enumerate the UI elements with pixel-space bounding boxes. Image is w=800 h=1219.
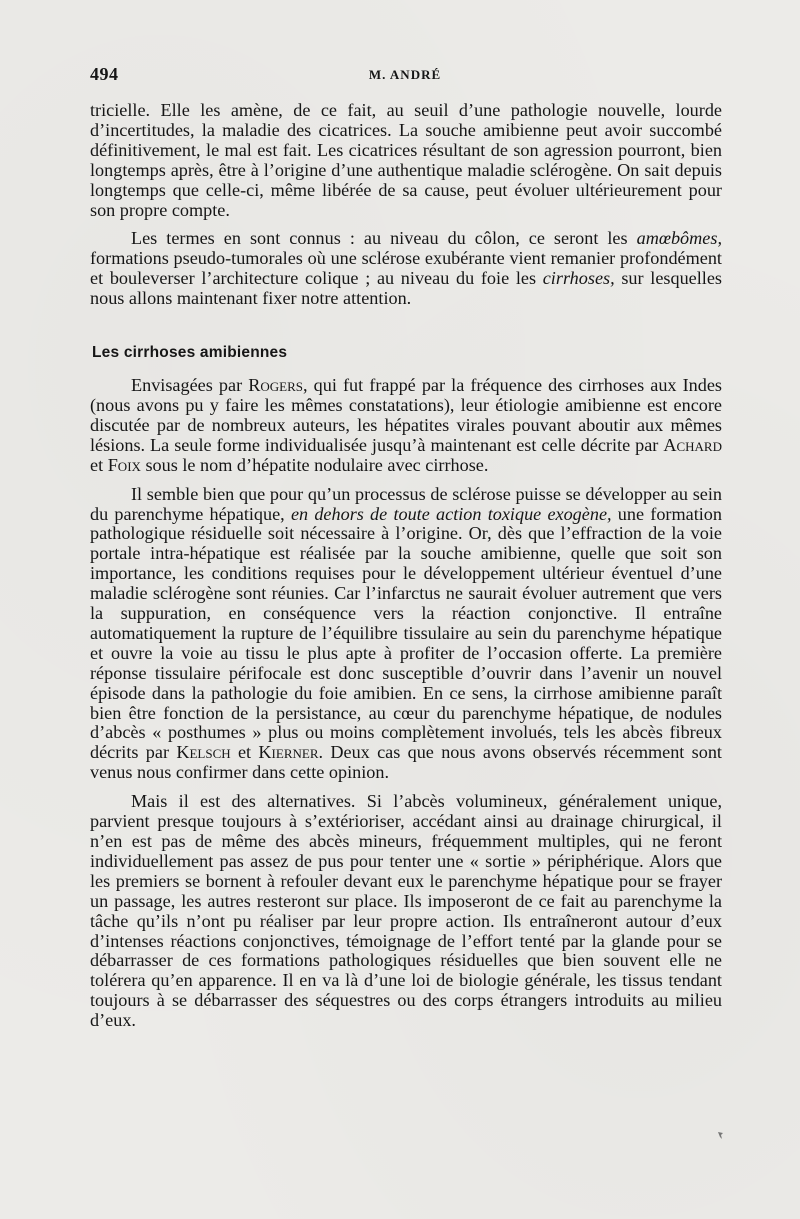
p4-text-g: . Deux cas que nous avons observés récemment sont venus nous confirmer dans cette opinion. [90,742,722,783]
paragraph-1: tricielle. Elle les amène, de ce fait, au seuil d’une pathologie nouvelle, lourde d’incertitudes, la maladie des cicatrices. La souche amibienne peut avoir succombé définitivement, le mal est fait. Les cicatrices résultant de son agression pourront, bien longtemps après, être à l’origine d’une authentique maladie sclérogène. On sait depuis longtemps que celle-ci, même libérée de sa cause, peut évoluer ultérieurement pour son propre compte. [90,100,722,220]
body-text [90,101,722,1031]
p3-text-e: et [90,454,108,475]
p3-author-foix: Foix [107,454,141,475]
p4-text-e: et [230,742,259,763]
p3-text-g: sous le nom d’hépatite nodulaire avec cirrhose. [140,454,489,475]
running-head [90,64,720,90]
p4-author-kierner: Kierner [258,742,319,763]
p2-text-c: formations pseudo-tumorales où une sclérose exubérante vient remanier profondément et bouleverser l’architecture colique ; au niveau du foie les [90,248,722,289]
p3-author-achard: Achard [663,434,722,455]
p3-text-c: , qui fut frappé par la fréquence des cirrhoses aux Indes (nous avons pu y faire les mêmes constatations), leur étiologie amibienne est encore discutée par de nombreux auteurs, les hépatites virales pouvant aboutir aux mêmes lésions. La seule forme individualisée jusqu’à maintenant est celle décrite par [90,375,722,455]
p4-emphasis: en dehors de toute action toxique exogène, [290,503,612,524]
running-head-author: M. ANDRÉ [368,67,442,82]
paragraph-2 [90,229,722,309]
section-heading: Les cirrhoses amibiennes [92,344,288,362]
paragraph-5: Mais il est des alternatives. Si l’abcès volumineux, généralement unique, parvient presque toujours à s’extérioriser, accédant ainsi au drainage chirurgical, il n’en est pas de même des abcès mineurs, fréquemment multiples, qui ne feront individuellement pas assez de pus pour tenter une « sortie » périphérique. Alors que les premiers se bornent à refouler devant eux le parenchyme hépatique pour se frayer un passage, les autres resteront sur place. Ils imposeront de ce fait au parenchyme la tâche qu’ils n’ont pu réaliser par leur propre action. Ils entraîneront autour d’eux d’intenses réactions conjonctives, témoignage de l’effort tenté par la glande pour se débarrasser de ces formations pathologiques résiduelles que bien souvent elle ne tolérera qu’en apparence. Il en va là d’une loi de biologie générale, les tissus tendant toujours à se débarrasser des séquestres ou des corps étrangers introduits au milieu d’eux. [90,791,722,1031]
ink-speck-icon [716,1130,726,1142]
p2-term-amoebomes: amœbômes, [636,228,722,249]
p3-text-a: Envisagées par [131,375,249,396]
print-mark [716,1130,726,1146]
p2-term-cirrhoses: cirrhoses, [542,268,615,289]
page-number: 494 [90,64,119,84]
paragraph-3 [90,376,722,476]
p2-text-a: Les termes en sont connus : au niveau du côlon, ce seront les [131,228,637,249]
p3-author-rogers: Rogers [248,375,303,396]
p4-text-c: une formation pathologique résiduelle soit nécessaire à l’origine. Or, dès que l’effraction de la voie portale intra-hépatique est réalisée par la souche amibienne, quelle que soit son importance, les conditions requises pour le développement ultérieur éventuel d’une maladie sclérogène sont réunies. Car l’infarctus ne saurait évoluer autrement que vers la suppuration, en conséquence vers la réaction conjonctive. Il entraîne automatiquement la rupture de l’équilibre tissulaire au sein du parenchyme hépatique et ouvre la voie au tissu le plus apte à profiter de l’occasion offerte. La première réponse tissulaire périfocale est donc susceptible d’ouvrir dans l’avenir un nouvel épisode dans la pathologie du foie amibien. En ce sens, la cirrhose amibienne paraît bien être fonction de la persistance, au cœur du parenchyme hépatique, de nodules d’abcès « posthumes » plus ou moins complètement involués, tels les abcès fibreux décrits par [90,503,722,763]
p4-author-kelsch: Kelsch [176,742,231,763]
p4-text-a: Il semble bien que pour qu’un processus de sclérose puisse se développer au sein du parenchyme hépatique, [90,483,722,524]
p2-text-e: sur lesquelles nous allons maintenant fixer notre attention. [90,268,722,309]
paragraph-4 [90,485,722,784]
